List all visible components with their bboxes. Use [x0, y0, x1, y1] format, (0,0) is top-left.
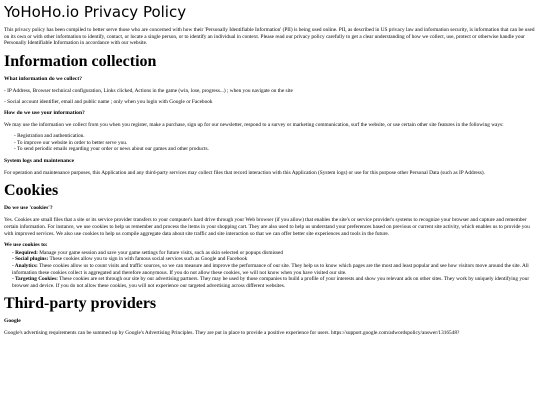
cookie-type-text: These cookies allow you to sign in with famous social services such as Google and Facebook: [48, 256, 248, 263]
list-item: [12, 256, 536, 263]
cookie-type-name: - Analytics:: [12, 262, 38, 269]
list-item: - To improve our website in order to better serve you.: [14, 139, 128, 146]
system-logs-paragraph: For operation and maintenance purposes, this Application and any third-party services may collect files that record interaction with this Application (System logs) or use for this purpose other Personal Data (such as IP Address).: [4, 169, 485, 176]
section-heading-third-party-providers: Third-party providers: [4, 295, 157, 313]
intro-paragraph: This privacy policy has been compiled to better serve those who are concerned with how their 'Personally Identifiable Information' (PII) is being used online. PII, as described in US privacy law and information security, is information that can be used on its own or with other information to identify, contact, or locate a single person, or to identify an individual in context. Please read our privacy policy carefully to get a clear understanding of how we collect, use, protect or otherwise handle your Personally Identifiable Information in accordance with our website.: [4, 27, 535, 47]
cookie-type-name: - Required:: [12, 249, 38, 256]
cookie-type-name: - Social plugins:: [12, 256, 49, 263]
list-item: [12, 276, 536, 289]
cookie-type-text: Manage your game session and save your game settings for future visits, such as skin selected or popups dismissed: [37, 249, 284, 256]
cookies-paragraph: Yes. Cookies are small files that a site or its service provider transfers to your computer's hard drive through your Web browser (if you allow) that enables the site's or service provider's systems to recognize your browser and capture and remember certain information. For instance, we use cookies to help us remember and process the items in your shopping cart. They are also used to help us understand your preferences based on previous or current site activity, which enables us to provide you with improved services. We also use cookies to help us compile aggregate data about site traffic and site interaction so that we can offer better site experiences and tools in the future.: [4, 217, 530, 237]
list-item: [12, 263, 536, 276]
use-paragraph: We may use the information we collect from you when you register, make a purchase, sign up for our newsletter, respond to a survey or marketing communication, surf the website, or use certain other site features in the following ways:: [4, 121, 504, 128]
cookie-types-list: [4, 250, 536, 290]
subheading-what-we-collect: What information do we collect?: [4, 75, 82, 82]
subheading-do-we-use-cookies: Do we use 'cookies'?: [4, 205, 53, 212]
section-heading-cookies: Cookies: [4, 182, 59, 200]
cookie-type-name: - Targeting Cookies:: [12, 276, 58, 283]
use-list: [4, 133, 536, 153]
google-paragraph: Google's advertising requirements can be summed up by Google's Advertising Principles. They are put in place to provide a positive experience for users. https://support.google.com/adwordspolicy/answer/1316548?: [4, 330, 460, 337]
subheading-we-use-cookies-to: We use cookies to:: [4, 241, 48, 248]
collect-paragraph-1: - IP Address, Browser technical configuration, Links clicked, Actions in the game (win, lose, progress...) ; when you navigate on the site: [4, 87, 293, 94]
page-title: YoHoHo.io Privacy Policy: [4, 3, 187, 21]
list-item: - Registration and authentication.: [14, 133, 85, 140]
subheading-google: Google: [4, 318, 21, 325]
cookie-type-text: These cookies allow us to count visits and traffic sources, so we can measure and improve the performance of our site. They help us to know which pages are the most and least popular and see how visitors move around the site. All information these cookies collect is aggregated and therefore anonymous. If you do not allow these cookies, we will not know when you have visited our site.: [12, 262, 529, 276]
section-heading-information-collection: Information collection: [4, 52, 157, 70]
subheading-how-we-use: How do we use your information?: [4, 109, 85, 116]
cookie-type-text: These cookies are set through our site by our advertising partners. They may be used by those companies to build a profile of your interests and show you relevant ads on other sites. They work by uniquely identifying your browser and device. If you do not allow these cookies, you will not experience our targeted advertising across different websites.: [12, 276, 530, 289]
collect-paragraph-2: - Social account identifier, email and public name ; only when you login with Google or Facebook: [4, 98, 213, 105]
subheading-system-logs: System logs and maintenance: [4, 157, 75, 164]
list-item: - To send periodic emails regarding your order or news about our games and other products.: [14, 146, 209, 153]
